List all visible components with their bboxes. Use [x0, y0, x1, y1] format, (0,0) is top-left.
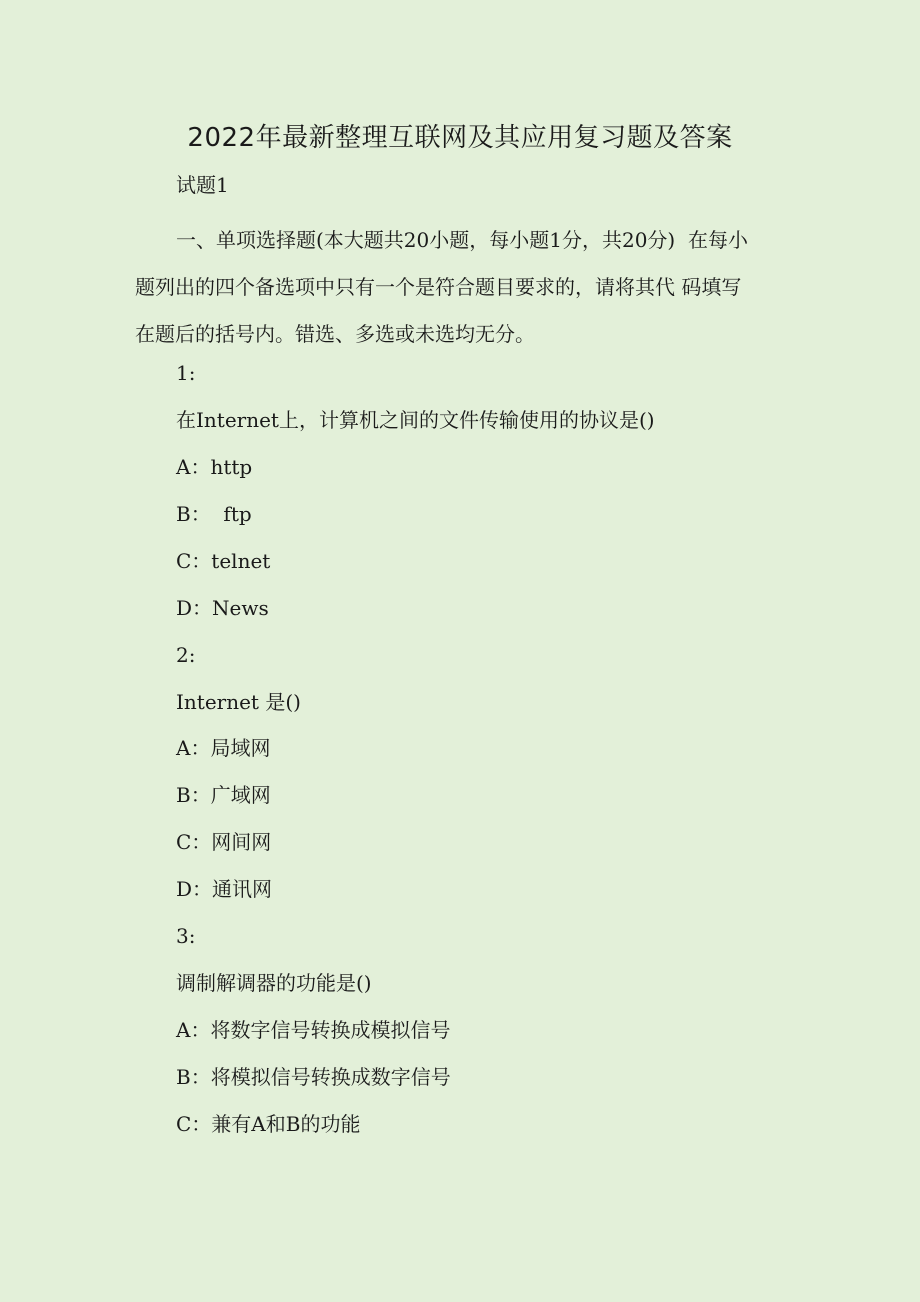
- instruction-line: 一、单项选择题(本大题共20小题，每小题1分，共20分) 在每小: [176, 228, 748, 252]
- option-c: C：兼有A和B的功能: [176, 1112, 361, 1136]
- option-b: B： ftp: [176, 502, 252, 526]
- question-number: 3:: [176, 924, 196, 948]
- option-a: A：将数字信号转换成模拟信号: [176, 1018, 451, 1042]
- option-a: A：http: [176, 455, 253, 479]
- instruction-line: 题列出的四个备选项中只有一个是符合题目要求的，请将其代 码填写: [135, 275, 742, 299]
- option-b: B：广域网: [176, 783, 271, 807]
- question-stem: Internet 是(): [176, 690, 301, 714]
- section-instructions: [135, 217, 790, 358]
- option-c: C：telnet: [176, 549, 271, 573]
- question-stem: 在Internet上，计算机之间的文件传输使用的协议是(): [176, 408, 655, 432]
- option-b: B：将模拟信号转换成数字信号: [176, 1065, 451, 1089]
- option-c: C：网间网: [176, 830, 272, 854]
- document-title: 2022年最新整理互联网及其应用复习题及答案: [187, 123, 733, 153]
- exam-label: 试题1: [176, 173, 229, 197]
- instruction-line: 在题后的括号内。错选、多选或未选均无分。: [135, 322, 535, 346]
- option-a: A：局域网: [176, 736, 271, 760]
- question-stem: 调制解调器的功能是(): [176, 971, 372, 995]
- question-number: 1:: [176, 361, 196, 385]
- question-number: 2:: [176, 643, 196, 667]
- option-d: D：通讯网: [176, 877, 273, 901]
- option-d: D：News: [176, 596, 269, 620]
